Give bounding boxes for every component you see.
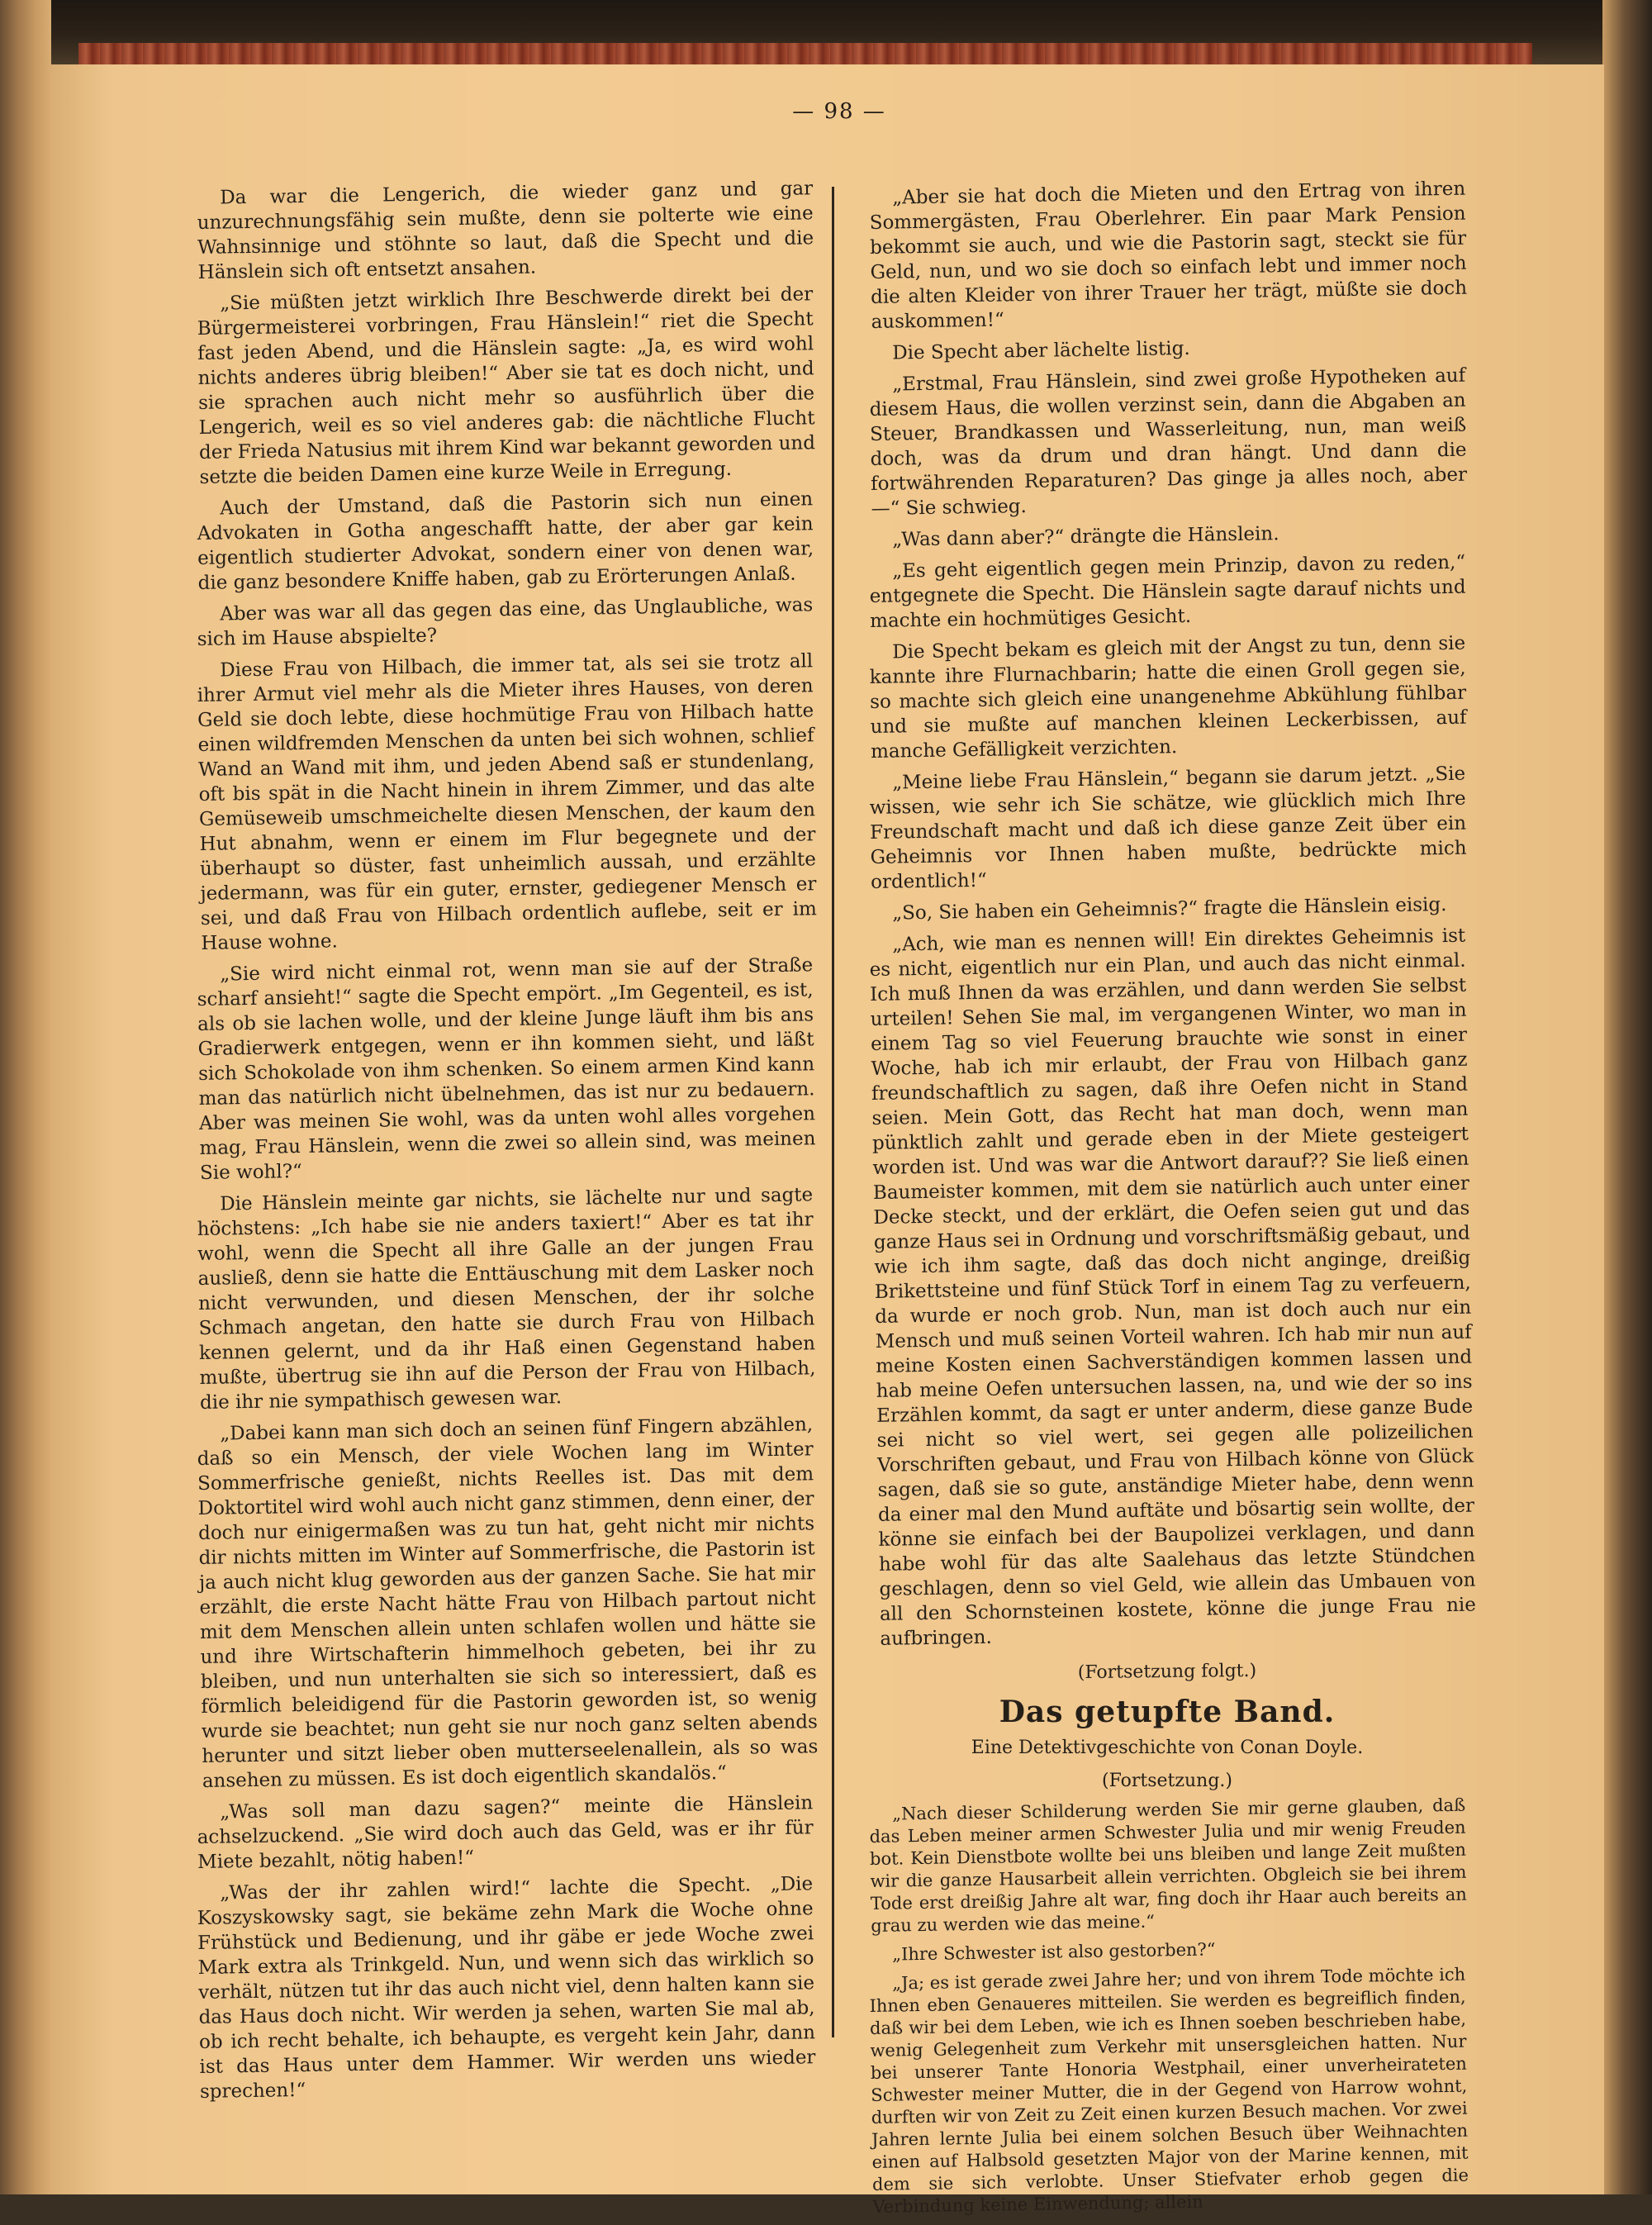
paragraph: Da war die Lengerich, die wieder ganz und gar unzurechnungsfähig sein mußte, denn sie polterte wie eine Wahnsinnige und stöhnte so laut, daß die Specht und die Hänslein sich oft entsetzt ansahen. <box>197 178 814 283</box>
story-subtitle: Eine Detektivgeschichte von Conan Doyle. <box>971 1738 1364 1758</box>
story-text <box>869 1795 1469 2218</box>
paragraph: „So, Sie haben ein Geheimnis?“ fragte die Hänslein eisig. <box>892 894 1447 925</box>
column-divider <box>832 187 834 2037</box>
paragraph: „Was soll man dazu sagen?“ meinte die Hänslein achselzuckend. „Sie wird doch auch das Geld, was er ihr für Miete bezahlt, nötig haben!“ <box>197 1792 814 1873</box>
story-continued-note: (Fortsetzung.) <box>1102 1771 1232 1791</box>
paragraph: „Was der ihr zahlen wird!“ lachte die Specht. „Die Koszyskowsky sagt, sie bekäme zehn Mark die Woche ohne Frühstück und Bedienung, und ihr gäbe er jede Woche zwei Mark extra als Trinkgeld. Nun, und wenn sich das wirklich so verhält, nützen tut ihr das auch nicht viel, denn halten kann sie das Haus doch nicht. Wir werden ja sehen, warten Sie mal ab, ob ich recht behalte, ich behaupte, es vergeht kein Jahr, dann ist das Haus unter dem Hammer. Wir werden uns wieder sprechen!“ <box>197 1873 816 2103</box>
right-text-column <box>869 178 1477 2225</box>
binding-ribbon <box>78 43 1532 64</box>
story-title: Das getupfte Band. <box>999 1695 1336 1729</box>
paragraph: Diese Frau von Hilbach, die immer tat, als sei sie trotz all ihrer Armut viel mehr als die Mieter ihres Hauses, von deren Geld sie doch lebte, diese hochmütige Frau von Hilbach hatte einen wildfremden Menschen da unten bei sich wohnen, schlief Wand an Wand mit ihm, und jeden Abend saß er stundenlang, oft bis spät in die Nacht hinein in ihrem Zimmer, und das alte Gemüseweib umschmeichelte diesen Menschen, der kaum den Hut abnahm, wenn er einem im Flur begegnete und der überhaupt so düster, fast unheimlich aussah, und erzählte jedermann, was für ein guter, ernster, gediegener Mensch er sei, und daß Frau von Hilbach ordentlich auflebe, seit er im Hause wohne. <box>197 650 818 954</box>
paragraph: „Meine liebe Frau Hänslein,“ begann sie darum jetzt. „Sie wissen, wie sehr ich Sie schätze, wie glücklich mich Ihre Freundschaft macht und daß ich diese ganze Zeit über ein Geheimnis vor Ihnen haben mußte, bedrückte mich ordentlich!“ <box>869 763 1467 893</box>
paragraph: Auch der Umstand, daß die Pastorin sich nun einen Advokaten in Gotha angeschafft hatte, der aber gar kein eigentlich studierter Advokat, sondern einer von denen war, die ganz besondere Kniffe haben, gab zu Erörterungen Anlaß. <box>197 488 814 594</box>
left-text-column <box>197 178 819 2111</box>
paragraph: Die Specht bekam es gleich mit der Angst zu tun, denn sie kannte ihre Flurnachbarin; hatte die einen Groll gegen sie, so machte sich gleich eine unangenehme Abkühlung fühlbar und sie mußte auf manchen kleinen Leckerbissen, auf manche Gefälligkeit verzichten. <box>869 632 1467 763</box>
paragraph: Die Specht aber lächelte listig. <box>892 337 1190 364</box>
paragraph: „Sie wird nicht einmal rot, wenn man sie auf der Straße scharf ansieht!“ sagte die Specht empört. „Im Gegenteil, es ist, als ob sie lachen wolle, und der kleine Junge läuft ihm bis ans Gradierwerk entgegen, wenn er ihn kommen sieht, und läßt sich Schokolade von ihm schenken. So einem armen Kind kann man das natürlich nicht übelnehmen, das ist nur zu bedauern. Aber was meinen Sie wohl, was da unten wohl alles vorgehen mag, Frau Hänslein, wenn die zwei so allein sind, was meinen Sie wohl?“ <box>197 954 816 1184</box>
book-outer-edge <box>1602 0 1652 2194</box>
paragraph: „Sie müßten jetzt wirklich Ihre Beschwerde direkt bei der Bürgermeisterei vorbringen, Frau Hänslein!“ riet die Specht fast jeden Abend, und die Hänslein sagte: „Ja, es wird wohl nichts anderes übrig bleiben!“ Aber sie tat es doch nicht, und sie sprachen auch nicht mehr so ausführlich über die Lengerich, weil es so viel anderes gab: die nächtliche Flucht der Frieda Natusius mit ihrem Kind war bekannt geworden und setzte die beiden Damen eine kurze Weile in Erregung. <box>197 283 816 488</box>
paragraph: „Aber sie hat doch die Mieten und den Ertrag von ihren Sommergästen, Frau Oberlehrer. Ein paar Mark Pension bekommt sie auch, und wie die Pastorin sagt, steckt sie für Geld, nun, und wo sie doch so einfach lebt und immer noch die alten Kleider von ihrer Trauer her trägt, müßte sie doch auskommen!“ <box>869 178 1468 333</box>
paragraph: „Dabei kann man sich doch an seinen fünf Fingern abzählen, daß so ein Mensch, der viele Wochen lang im Winter Sommerfrische genießt, nichts Reelles ist. Das mit dem Doktortitel wird wohl auch nicht ganz stimmen, denn einer, der doch nur einigermaßen was zu tun hat, geht nicht mir nichts dir nichts mitten im Winter auf Sommerfrische, die Pastorin ist ja auch nicht klug geworden aus der ganzen Sache. Sie hat mir erzählt, die erste Nacht hätte Frau von Hilbach partout nicht mit dem Menschen allein unten schlafen wollen und hätte sie und ihre Wirtschafterin himmelhoch gebeten, bei ihr zu bleiben, und nun unterhalten sie sich so interessiert, daß es förmlich beleidigend für die Pastorin geworden ist, so wenig wurde sie beachtet; nun geht sie nur noch ganz selten abends herunter und sitzt lieber oben mutterseelenallein, als so was ansehen zu müssen. Es ist doch eigentlich skandalös.“ <box>197 1414 819 1792</box>
page-number: — 98 — <box>792 99 886 124</box>
paragraph: „Es geht eigentlich gegen mein Prinzip, davon zu reden,“ entgegnete die Specht. Die Hänslein sagte darauf nichts und machte ein hochmütiges Gesicht. <box>869 551 1466 632</box>
paragraph: Die Hänslein meinte gar nichts, sie lächelte nur und sagte höchstens: „Ich habe sie nie anders taxiert!“ Aber es tat ihr wohl, wenn die Specht all ihre Galle an der jungen Frau ausließ, denn sie hatte die Enttäuschung mit dem Lasker noch nicht verwunden, und diesen Menschen, der ihr solche Schmach angetan, den hatte sie durch Frau von Hilbach kennen gelernt, und da ihr Haß einen Gegenstand haben mußte, übertrug sie ihn auf die Person der Frau von Hilbach, die ihr nie sympathisch gewesen war. <box>197 1184 816 1414</box>
book-gutter <box>0 0 51 2194</box>
paragraph: „Nach dieser Schilderung werden Sie mir gerne glauben, daß das Leben meiner armen Schwester Julia und mir wenig Freuden bot. Kein Dienstbote wollte bei uns bleiben und lange Zeit mußten wir die ganze Hausarbeit allein verrichten. Obgleich sie bei ihrem Tode erst dreißig Jahre alt war, fing doch ihr Haar auch bereits an grau zu werden wie das meine.“ <box>869 1795 1467 1936</box>
paragraph: „Ihre Schwester ist also gestorben?“ <box>892 1939 1216 1965</box>
paragraph: „Ja; es ist gerade zwei Jahre her; und von ihrem Tode möchte ich Ihnen eben Genaueres mitteilen. Sie werden es begreiflich finden, daß wir bei dem Leben, wie ich es Ihnen soeben beschrieben habe, wenig Gelegenheit zum Verkehr mit unsersgleichen hatten. Nur bei unserer Tante Honoria Westphail, einer unverheirateten Schwester meiner Mutter, die in der Gegend von Harrow wohnt, durften wir von Zeit zu Zeit einen kurzen Besuch machen. Vor zwei Jahren lernte Julia bei einem solchen Besuch über Weihnachten einen auf Halbsold gesetzten Major von der Marine kennen, mit dem sie sich verlobte. Unser Stiefvater erhob gegen die Verbindung keine Einwendung; allein <box>869 1964 1469 2217</box>
paragraph: „Was dann aber?“ drängte die Hänslein. <box>892 523 1279 551</box>
paragraph: „Ach, wie man es nennen will! Ein direktes Geheimnis ist es nicht, eigentlich nur ein Plan, und auch das nicht einmal. Ich muß Ihnen da was erzählen, und dann werden Sie selbst urteilen! Sehen Sie mal, im vergangenen Winter, wo man in einem Tag so viel Feuerung brauchte wie sonst in einer Woche, hab ich mir erlaubt, der Frau von Hilbach ganz freundschaftlich zu sagen, daß ihre Oefen nicht in Stand seien. Mein Gott, das Recht hat man doch, wenn man pünktlich zahlt und gerade eben in der Miete gesteigert worden ist. Und was war die Antwort darauf?? Sie ließ einen Baumeister kommen, mit dem sie natürlich auch unter einer Decke steckt, und der erklärt, die Oefen seien gut und das ganze Haus sei in Ordnung und vorschriftsmäßig gebaut, und wie ich ihm sagte, daß das doch nicht anginge, dreißig Brikettsteine und fünf Stück Torf in einem Tag zu verfeuern, da wurde er noch grob. Nun, man ist doch auch nur ein Mensch und muß seinen Vorteil wahren. Ich hab mir nun auf meine Kosten einen Sachverständigen kommen lassen und hab meine Oefen untersuchen lassen, na, und wie der so ins Erzählen kommt, da sagt er unter anderm, diese ganze Bude sei nicht so viel wert, sei gegen alle polizeilichen Vorschriften gebaut, und Frau von Hilbach könne von Glück sagen, daß sie so gute, anständige Mieter habe, denn wenn da einer mal den Mund auftäte und bösartig sein wollte, der könne sie einfach bei der Baupolizei verklagen, und dann habe wohl für das alte Saalehaus das letzte Stündchen geschlagen, denn so viel Geld, wie allein das Umbauen von all den Schornsteinen kostete, könne die junge Frau nie aufbringen. <box>869 925 1477 1650</box>
paragraph: „Erstmal, Frau Hänslein, sind zwei große Hypotheken auf diesem Haus, die wollen verzinst sein, dann die Abgaben an Steuer, Brandkassen und Wasserleitung, nun, man weiß doch, was da drum und dran hängt. Und dann die fortwährenden Reparaturen? Das ginge ja alles noch, aber —“ Sie schwieg. <box>869 364 1468 520</box>
paragraph: Aber was war all das gegen das eine, das Unglaubliche, was sich im Hause abspielte? <box>197 594 814 650</box>
continuation-note: (Fortsetzung folgt.) <box>1077 1660 1257 1684</box>
